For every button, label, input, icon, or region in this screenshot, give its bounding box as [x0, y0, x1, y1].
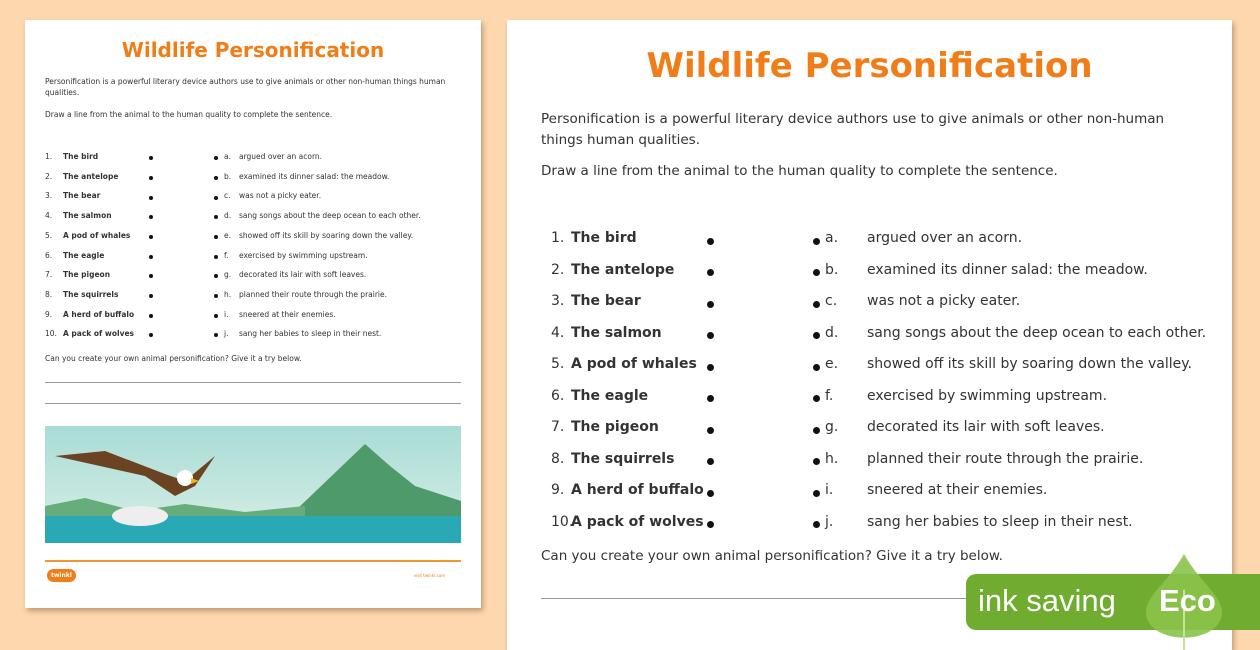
connector-dot[interactable]: [707, 427, 714, 434]
quality-letter: g.: [825, 419, 839, 435]
intro-text: Personification is a powerful literary device authors use to give animals or other non-human things human qualities.: [541, 111, 1165, 148]
connector-dot[interactable]: [214, 294, 218, 298]
item-number: 5.: [45, 230, 53, 240]
quality-letter: h.: [825, 450, 839, 467]
badge-label: ink saving: [978, 583, 1116, 618]
quality-letter: i.: [825, 482, 834, 498]
prompt-text: Can you create your own animal personification? Give it a try below.: [45, 354, 302, 363]
quality-text: decorated its lair with soft leaves.: [867, 419, 1105, 435]
connector-dot[interactable]: [707, 364, 714, 371]
quality-text: sang her babies to sleep in their nest.: [239, 329, 382, 339]
quality-letter: g.: [224, 270, 232, 280]
ink-saving-eco-badge: [966, 574, 1260, 630]
twinkl-logo: twinkl: [47, 569, 76, 582]
quality-text: sneered at their enemies.: [867, 482, 1048, 498]
item-number: 7.: [45, 270, 53, 280]
quality-letter: d.: [825, 324, 839, 341]
quality-letter: j.: [224, 329, 229, 339]
connector-dot[interactable]: [707, 332, 714, 339]
quality-text: planned their route through the prairie.: [867, 450, 1144, 467]
item-number: 5.: [551, 356, 565, 372]
page-title: Wildlife Personification: [646, 46, 1093, 86]
connector-dot[interactable]: [707, 395, 714, 402]
quality-text: was not a picky eater.: [867, 293, 1021, 309]
connector-dot[interactable]: [214, 156, 218, 160]
item-number: 2.: [45, 171, 53, 181]
item-number: 8.: [45, 289, 53, 299]
quality-letter: c.: [825, 293, 838, 309]
item-number: 9.: [45, 309, 53, 319]
footer-url: visit twinkl.com: [413, 573, 445, 578]
item-number: 10.: [551, 513, 574, 530]
item-number: 3.: [45, 191, 53, 201]
item-number: 3.: [551, 293, 565, 309]
animal-label: A pod of whales: [571, 356, 697, 372]
page-title: Wildlife Personification: [121, 38, 385, 62]
quality-text: argued over an acorn.: [239, 152, 323, 161]
animal-label: The antelope: [63, 171, 119, 181]
connector-dot[interactable]: [813, 395, 820, 402]
quality-text: examined its dinner salad: the meadow.: [239, 171, 390, 181]
worksheet-preview-thumbnail: [25, 20, 481, 608]
item-number: 7.: [551, 419, 565, 435]
answer-line: [45, 382, 461, 383]
connector-dot[interactable]: [813, 238, 820, 245]
connector-dot[interactable]: [813, 269, 820, 276]
animal-label: The salmon: [63, 211, 112, 221]
quality-letter: h.: [224, 289, 232, 299]
item-number: 10.: [45, 329, 57, 339]
connector-dot[interactable]: [707, 269, 714, 276]
quality-text: showed off its skill by soaring down the valley.: [239, 230, 414, 240]
quality-text: examined its dinner salad: the meadow.: [867, 261, 1148, 278]
quality-text: decorated its lair with soft leaves.: [239, 270, 367, 280]
animal-label: A herd of buffalo: [571, 482, 704, 498]
quality-text: sang songs about the deep ocean to each other.: [239, 211, 421, 221]
animal-label: A herd of buffalo: [63, 309, 135, 319]
connector-dot[interactable]: [149, 255, 153, 259]
animal-label: The squirrels: [571, 450, 675, 467]
connector-dot[interactable]: [707, 458, 714, 465]
quality-letter: j.: [825, 513, 834, 530]
animal-label: A pack of wolves: [571, 513, 704, 530]
quality-text: sneered at their enemies.: [239, 309, 336, 319]
connector-dot[interactable]: [214, 255, 218, 259]
quality-letter: b.: [224, 171, 232, 181]
animal-label: The bear: [571, 293, 641, 309]
connector-dot[interactable]: [214, 215, 218, 219]
connector-dot[interactable]: [214, 196, 218, 200]
quality-text: exercised by swimming upstream.: [239, 250, 368, 260]
connector-dot[interactable]: [813, 521, 820, 528]
item-number: 2.: [551, 261, 565, 278]
animal-label: A pod of whales: [63, 230, 131, 240]
animal-label: The bird: [63, 152, 99, 161]
item-number: 4.: [551, 324, 565, 341]
worksheet-page: [507, 20, 1232, 650]
quality-letter: c.: [224, 191, 231, 201]
quality-letter: d.: [224, 211, 232, 221]
animal-label: The eagle: [63, 250, 105, 260]
connector-dot[interactable]: [214, 274, 218, 278]
quality-letter: f.: [224, 250, 229, 260]
quality-letter: e.: [825, 356, 839, 372]
quality-letter: a.: [825, 230, 839, 246]
footer-divider: [45, 560, 461, 562]
animal-label: The bird: [571, 230, 637, 246]
quality-text: was not a picky eater.: [239, 191, 322, 201]
connector-dot[interactable]: [214, 333, 218, 337]
connector-dot[interactable]: [214, 314, 218, 318]
quality-letter: b.: [825, 261, 839, 278]
animal-label: The pigeon: [571, 419, 659, 435]
connector-dot[interactable]: [149, 215, 153, 219]
connector-dot[interactable]: [149, 314, 153, 318]
connector-dot[interactable]: [813, 332, 820, 339]
connector-dot[interactable]: [813, 301, 820, 308]
quality-letter: i.: [224, 309, 229, 319]
badge-eco: Eco: [1159, 583, 1216, 618]
connector-dot[interactable]: [813, 458, 820, 465]
instruction-text: Draw a line from the animal to the human quality to complete the sentence.: [45, 110, 333, 119]
connector-dot[interactable]: [707, 301, 714, 308]
quality-text: sang songs about the deep ocean to each other.: [867, 324, 1207, 341]
instruction-text: Draw a line from the animal to the human quality to complete the sentence.: [541, 163, 1058, 179]
animal-label: The squirrels: [63, 289, 119, 299]
connector-dot[interactable]: [707, 521, 714, 528]
item-number: 8.: [551, 450, 565, 467]
connector-dot[interactable]: [149, 333, 153, 337]
connector-dot[interactable]: [214, 176, 218, 180]
item-number: 1.: [551, 230, 565, 246]
quality-letter: a.: [224, 152, 231, 161]
quality-text: sang her babies to sleep in their nest.: [867, 513, 1133, 530]
prompt-text: Can you create your own animal personification? Give it a try below.: [541, 548, 1003, 564]
connector-dot[interactable]: [813, 364, 820, 371]
quality-text: argued over an acorn.: [867, 230, 1023, 246]
connector-dot[interactable]: [813, 427, 820, 434]
animal-label: The pigeon: [63, 270, 111, 280]
item-number: 1.: [45, 152, 53, 161]
quality-text: exercised by swimming upstream.: [867, 387, 1108, 404]
answer-line: [45, 403, 461, 404]
intro-text: Personification is a powerful literary device authors use to give animals or other non-human things human qualities.: [45, 77, 446, 97]
connector-dot[interactable]: [707, 490, 714, 497]
connector-dot[interactable]: [149, 176, 153, 180]
connector-dot[interactable]: [149, 274, 153, 278]
quality-letter: e.: [224, 230, 231, 240]
item-number: 6.: [551, 387, 565, 404]
animal-label: The eagle: [571, 387, 649, 404]
connector-dot[interactable]: [149, 235, 153, 239]
connector-dot[interactable]: [149, 294, 153, 298]
animal-label: A pack of wolves: [63, 329, 135, 339]
item-number: 9.: [551, 482, 565, 498]
animal-label: The salmon: [571, 324, 662, 341]
quality-text: planned their route through the prairie.: [239, 289, 388, 299]
connector-dot[interactable]: [149, 196, 153, 200]
quality-text: showed off its skill by soaring down the valley.: [867, 356, 1193, 372]
connector-dot[interactable]: [214, 235, 218, 239]
eagle-illustration: [45, 426, 461, 543]
item-number: 4.: [45, 211, 53, 221]
quality-letter: f.: [825, 387, 834, 404]
connector-dot[interactable]: [813, 490, 820, 497]
animal-label: The antelope: [571, 261, 675, 278]
animal-label: The bear: [63, 191, 101, 201]
connector-dot[interactable]: [707, 238, 714, 245]
item-number: 6.: [45, 250, 53, 260]
connector-dot[interactable]: [149, 156, 153, 160]
